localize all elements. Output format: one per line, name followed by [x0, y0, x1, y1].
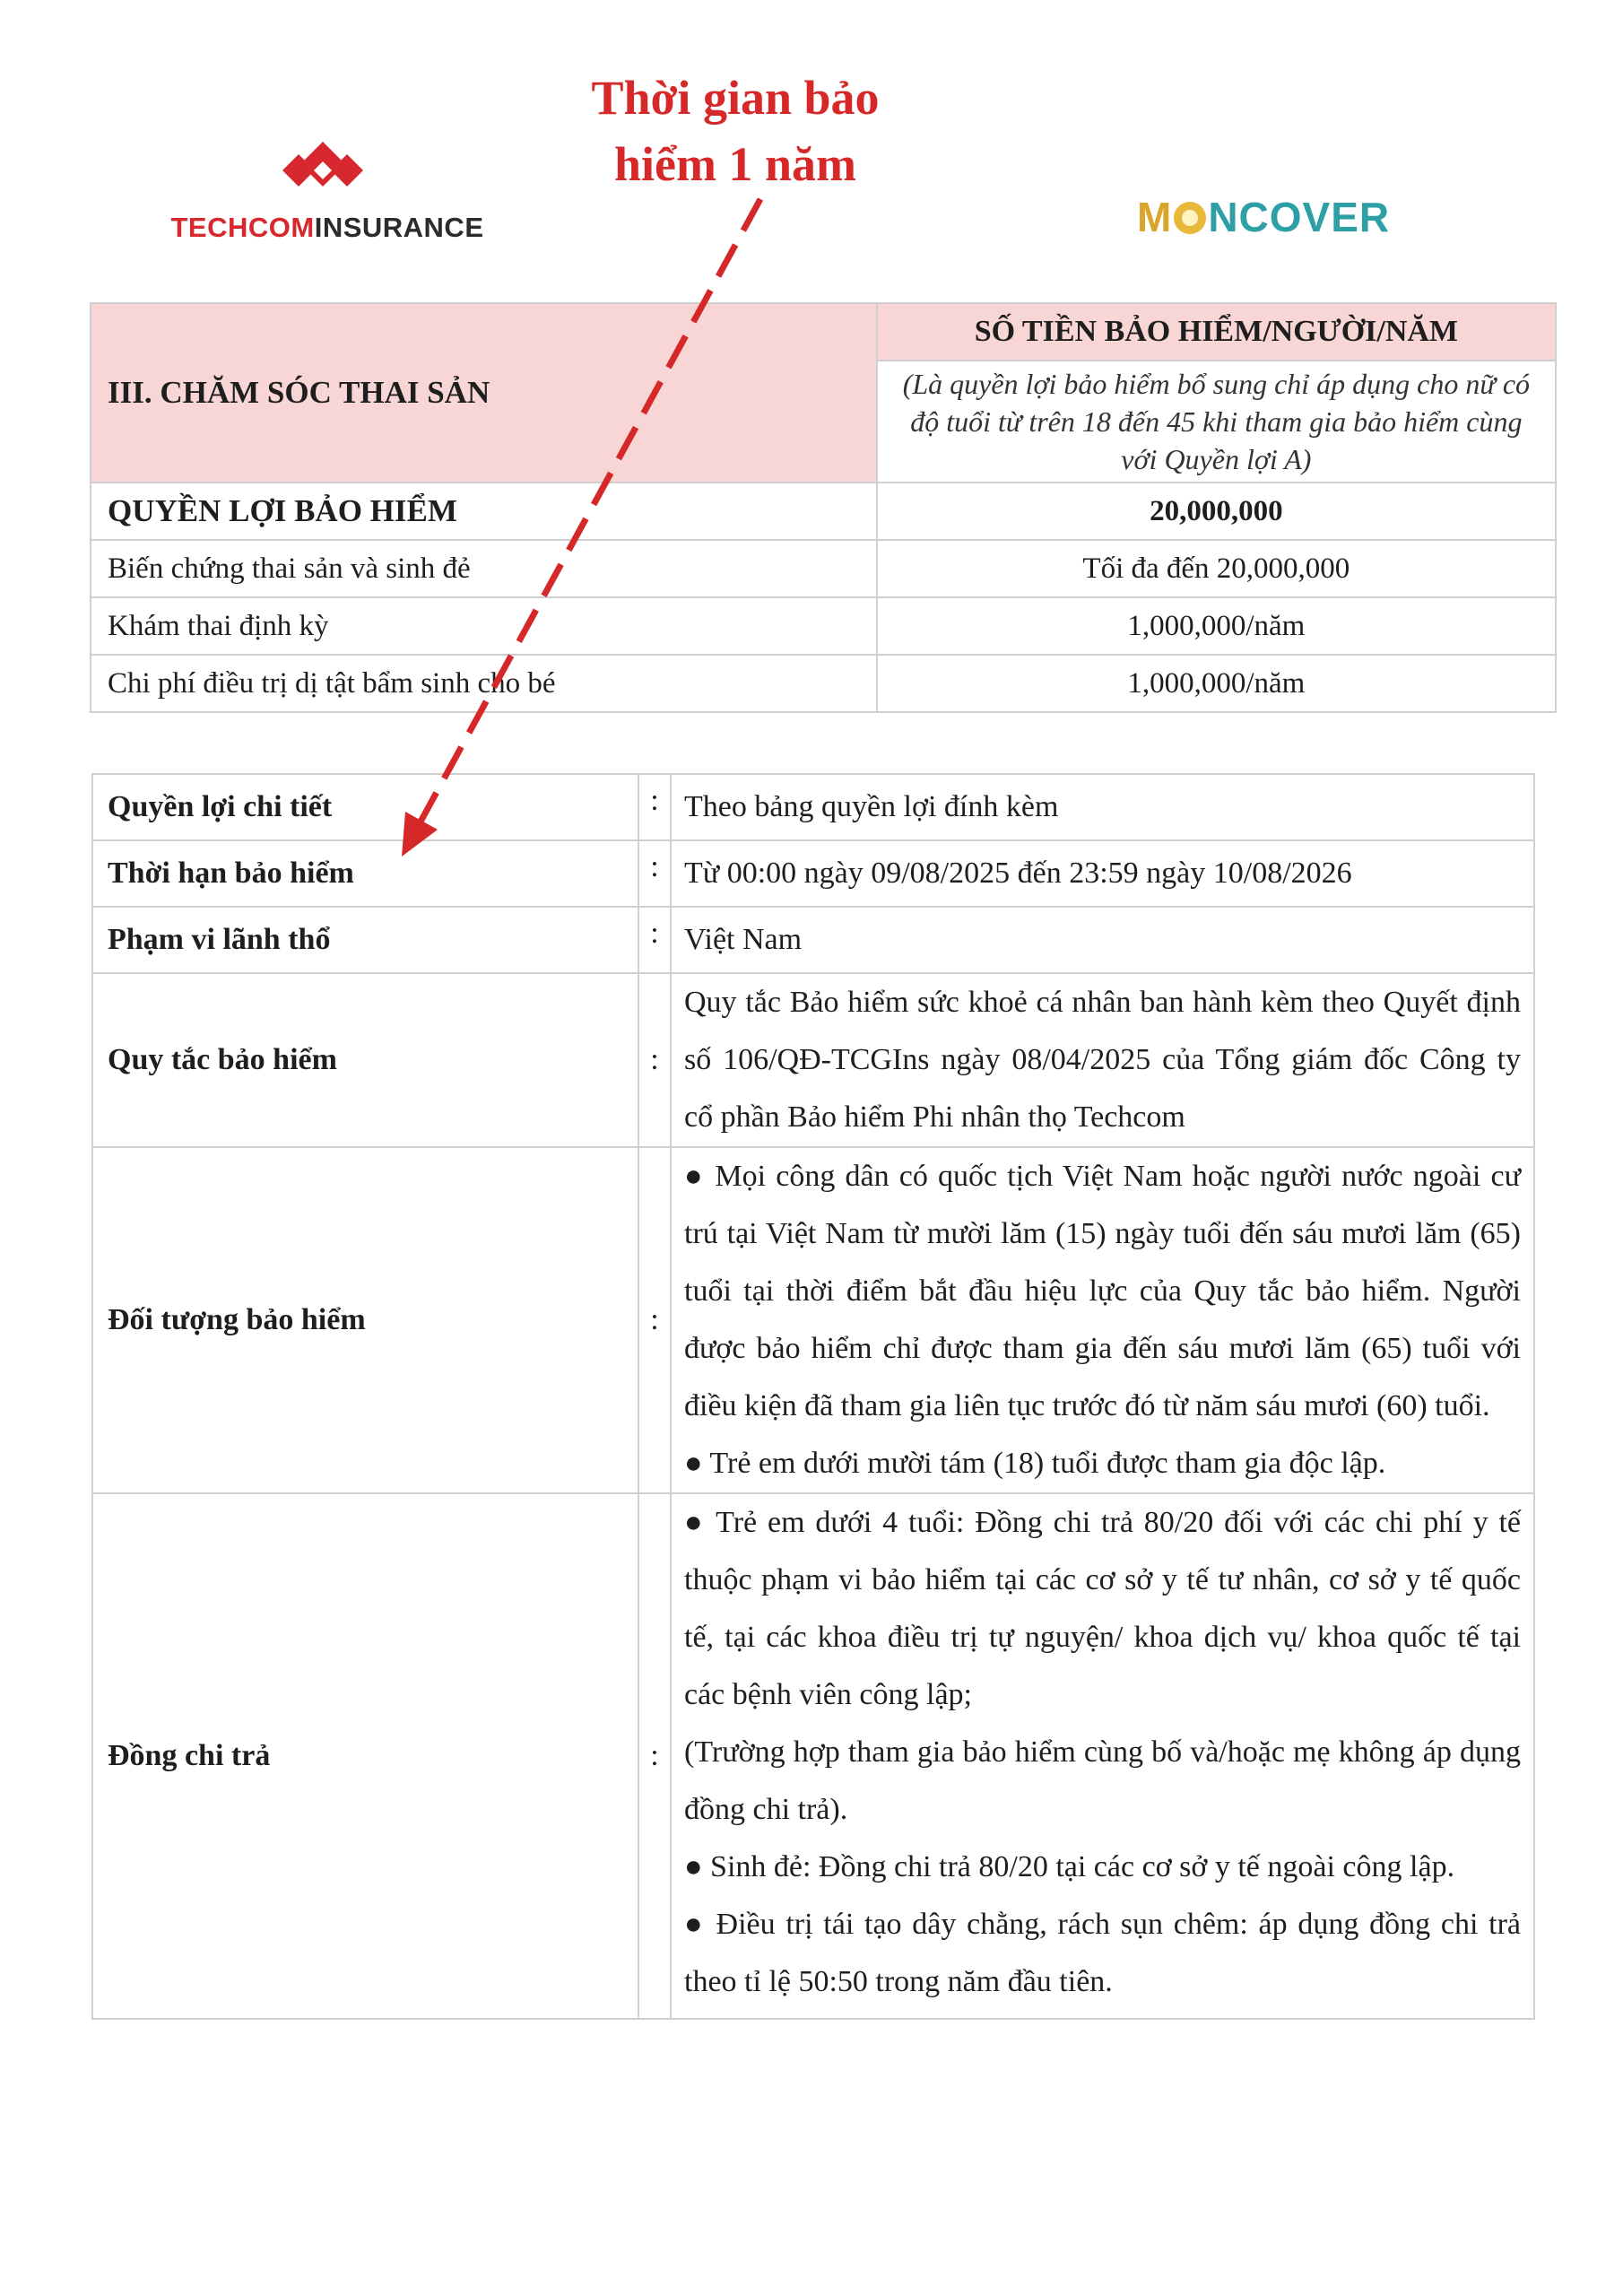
- detail-value: Từ 00:00 ngày 09/08/2025 đến 23:59 ngày 10/08/2026: [671, 840, 1534, 907]
- bullet-item: ● Sinh đẻ: Đồng chi trả 80/20 tại các cơ sở y tế ngoài công lập.: [684, 1850, 1455, 1883]
- amount-header: SỐ TIỀN BẢO HIỂM/NGƯỜI/NĂM: [877, 303, 1556, 361]
- detail-label: Quy tắc bảo hiểm: [92, 973, 638, 1147]
- bullet-item: ● Trẻ em dưới 4 tuổi: Đồng chi trả 80/20 đối với các chi phí y tế thuộc phạm vi bảo hiểm tại các cơ sở y tế tư nhân, cơ sở y tế quốc tế, tại các khoa điều trị tự nguyện/ khoa dịch vụ/ khoa quốc tế tại các bệnh viên công lập;: [684, 1506, 1521, 1711]
- detail-value: Việt Nam: [671, 907, 1534, 973]
- benefit-value: 20,000,000: [877, 483, 1556, 540]
- benefit-label: Khám thai định kỳ: [91, 597, 877, 655]
- benefit-label: QUYỀN LỢI BẢO HIỂM: [91, 483, 877, 540]
- annotation-line-2: hiểm 1 năm: [614, 137, 856, 191]
- detail-label: Quyền lợi chi tiết: [92, 774, 638, 840]
- moncover-logo: M NCOVER: [1137, 194, 1391, 240]
- benefit-value: Tối đa đến 20,000,000: [877, 540, 1556, 597]
- colon: :: [638, 774, 671, 840]
- detail-value: Quy tắc Bảo hiểm sức khoẻ cá nhân ban hành kèm theo Quyết định số 106/QĐ-TCGIns ngày 08/04/2025 của Tổng giám đốc Công ty cổ phần Bảo hiểm Phi nhân thọ Techcom: [671, 973, 1534, 1147]
- benefit-label: Biến chứng thai sản và sinh đẻ: [91, 540, 877, 597]
- section-title: III. CHĂM SÓC THAI SẢN: [91, 303, 877, 483]
- colon: :: [638, 907, 671, 973]
- bullet-item: ● Mọi công dân có quốc tịch Việt Nam hoặc người nước ngoài cư trú tại Việt Nam từ mười lăm (15) ngày tuổi đến sáu mươi lăm (65) tuổi tại thời điểm bắt đầu hiệu lực của Quy tắc bảo hiểm. Người được bảo hiểm chỉ được tham gia đến sáu mươi lăm (65) tuổi với điều kiện đã tham gia liên tục trước đó từ năm sáu mươi (60) tuổi.: [684, 1160, 1521, 1422]
- detail-label: Đồng chi trả: [92, 1493, 638, 2019]
- benefit-value: 1,000,000/năm: [877, 655, 1556, 712]
- colon: :: [638, 840, 671, 907]
- detail-label: Đối tượng bảo hiểm: [92, 1147, 638, 1493]
- benefit-value: 1,000,000/năm: [877, 597, 1556, 655]
- benefit-label: Chi phí điều trị dị tật bẩm sinh cho bé: [91, 655, 877, 712]
- bullet-item: ● Điều trị tái tạo dây chằng, rách sụn chêm: áp dụng đồng chi trả theo tỉ lệ 50:50 trong năm đầu tiên.: [684, 1908, 1521, 1998]
- amount-note: (Là quyền lợi bảo hiểm bổ sung chỉ áp dụng cho nữ có độ tuổi từ trên 18 đến 45 khi tham gia bảo hiểm cùng với Quyền lợi A): [877, 361, 1556, 483]
- detail-label: Thời hạn bảo hiểm: [92, 840, 638, 907]
- arrow-line: [420, 199, 760, 823]
- colon: :: [638, 973, 671, 1147]
- bullet-item: ● Trẻ em dưới mười tám (18) tuổi được tham gia độc lập.: [684, 1447, 1386, 1480]
- bullet-item: (Trường hợp tham gia bảo hiểm cùng bố và/hoặc mẹ không áp dụng đồng chi trả).: [684, 1735, 1521, 1826]
- detail-value: Theo bảng quyền lợi đính kèm: [671, 774, 1534, 840]
- detail-label: Phạm vi lãnh thổ: [92, 907, 638, 973]
- colon: :: [638, 1493, 671, 2019]
- techcom-wordmark: TECHCOMINSURANCE: [170, 212, 484, 243]
- annotation-line-1: Thời gian bảo: [591, 71, 880, 125]
- colon: :: [638, 1147, 671, 1493]
